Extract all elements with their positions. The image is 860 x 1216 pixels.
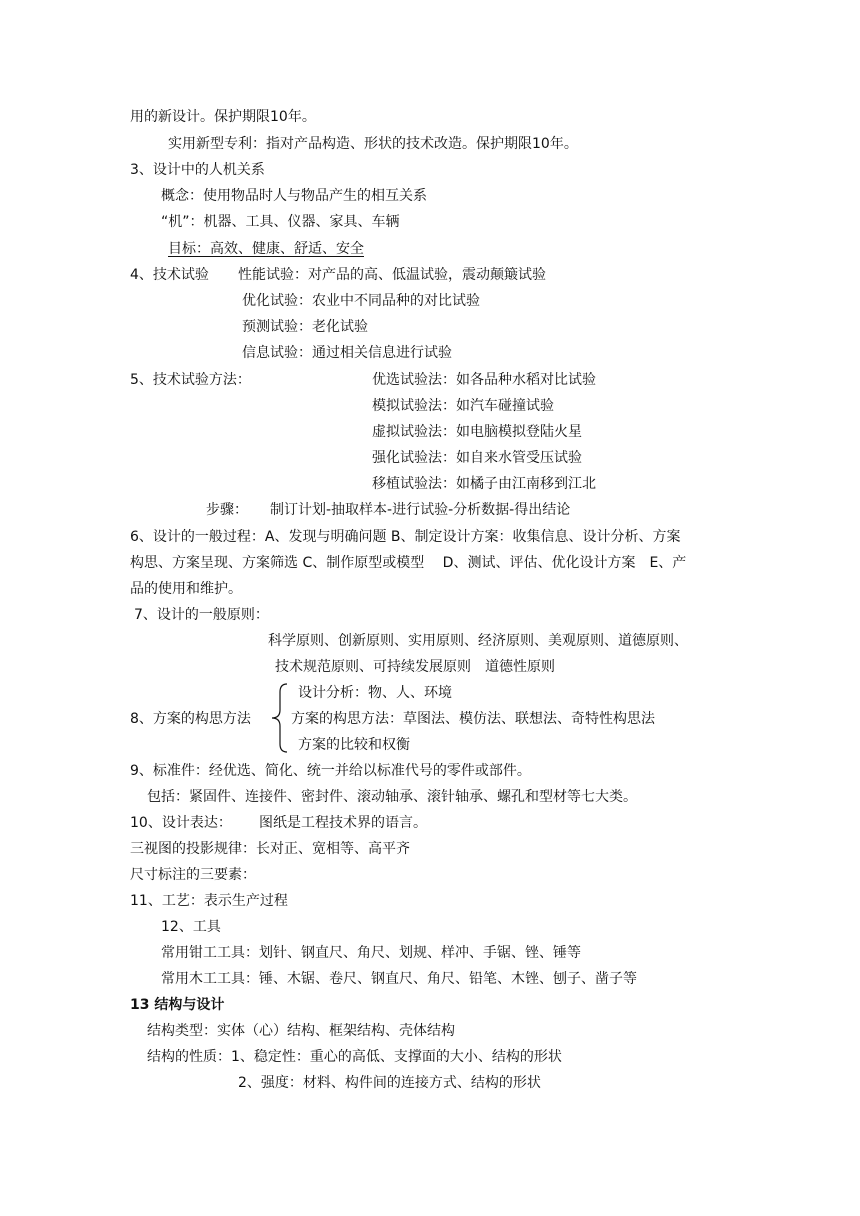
underlined-text-line: 目标：高效、健康、舒适、安全 bbox=[168, 241, 364, 257]
text-line: 移植试验法：如橘子由江南移到江北 bbox=[372, 476, 596, 492]
text-line: “机”：机器、工具、仪器、家具、车辆 bbox=[161, 214, 400, 230]
text-line: 虚拟试验法：如电脑模拟登陆火星 bbox=[372, 424, 582, 440]
text-line: 图纸是工程技术界的语言。 bbox=[259, 815, 427, 831]
section-heading: 11、工艺：表示生产过程 bbox=[130, 893, 288, 909]
section-heading: 8、方案的构思方法 bbox=[130, 711, 251, 727]
section-heading: 12、工具 bbox=[161, 919, 221, 935]
section-heading: 4、技术试验 bbox=[130, 267, 209, 283]
text-line: 性能试验：对产品的高、低温试验，震动颠簸试验 bbox=[238, 267, 546, 283]
text-line: 设计分析：物、人、环境 bbox=[298, 685, 452, 701]
text-line: 2、强度：材料、构件间的连接方式、结构的形状 bbox=[238, 1075, 541, 1091]
text-line: 优选试验法：如各品种水稻对比试验 bbox=[372, 372, 596, 388]
text-line: 包括：紧固件、连接件、密封件、滚动轴承、滚针轴承、螺孔和型材等七大类。 bbox=[147, 789, 637, 805]
text-line: 三视图的投影规律：长对正、宽相等、高平齐 bbox=[130, 841, 410, 857]
text-line: 制订计划-抽取样本-进行试验-分析数据-得出结论 bbox=[270, 502, 571, 518]
text-line: 品的使用和维护。 bbox=[130, 581, 242, 597]
text-line: 用的新设计。保护期限10年。 bbox=[130, 109, 316, 125]
text-line: 结构类型：实体（心）结构、框架结构、壳体结构 bbox=[147, 1023, 455, 1039]
text-line: 方案的构思方法：草图法、模仿法、联想法、奇特性构思法 bbox=[291, 711, 655, 727]
section-heading: 5、技术试验方法： bbox=[130, 372, 251, 388]
text-line: 尺寸标注的三要素： bbox=[130, 867, 256, 883]
text-line: 优化试验：农业中不同品种的对比试验 bbox=[242, 293, 480, 309]
text-line: 概念：使用物品时人与物品产生的相互关系 bbox=[161, 188, 427, 204]
text-line: 模拟试验法：如汽车碰撞试验 bbox=[372, 398, 554, 414]
text-line: 预测试验：老化试验 bbox=[242, 319, 368, 335]
text-line: 方案的比较和权衡 bbox=[298, 737, 410, 753]
text-line: 9、标准件：经优选、简化、统一并给以标准代号的零件或部件。 bbox=[130, 763, 531, 779]
text-line: 信息试验：通过相关信息进行试验 bbox=[242, 345, 452, 361]
text-line: 构思、方案呈现、方案筛选 C、制作原型或模型 D、测试、评估、优化设计方案 E、产 bbox=[130, 555, 687, 571]
text-line: 结构的性质：1、稳定性：重心的高低、支撑面的大小、结构的形状 bbox=[147, 1049, 562, 1065]
text-line: 技术规范原则、可持续发展原则 道德性原则 bbox=[275, 659, 555, 675]
text-line: 6、设计的一般过程：A、发现与明确问题 B、制定设计方案：收集信息、设计分析、方案 bbox=[130, 529, 681, 545]
section-heading: 13 结构与设计 bbox=[130, 997, 225, 1013]
text-line: 常用木工工具：锤、木锯、卷尺、钢直尺、角尺、铅笔、木锉、刨子、凿子等 bbox=[161, 971, 637, 987]
text-line: 步骤： bbox=[206, 502, 248, 518]
section-heading: 10、设计表达： bbox=[130, 815, 232, 831]
text-line: 强化试验法：如自来水管受压试验 bbox=[372, 450, 582, 466]
text-line: 科学原则、创新原则、实用原则、经济原则、美观原则、道德原则、 bbox=[268, 633, 688, 649]
text-line: 常用钳工工具：划针、钢直尺、角尺、划规、样冲、手锯、锉、锤等 bbox=[161, 945, 581, 961]
text-line: 实用新型专利：指对产品构造、形状的技术改造。保护期限10年。 bbox=[168, 136, 578, 152]
curly-brace-icon bbox=[268, 682, 290, 754]
section-heading: 7、设计的一般原则： bbox=[134, 607, 269, 623]
section-heading: 3、设计中的人机关系 bbox=[130, 162, 265, 178]
